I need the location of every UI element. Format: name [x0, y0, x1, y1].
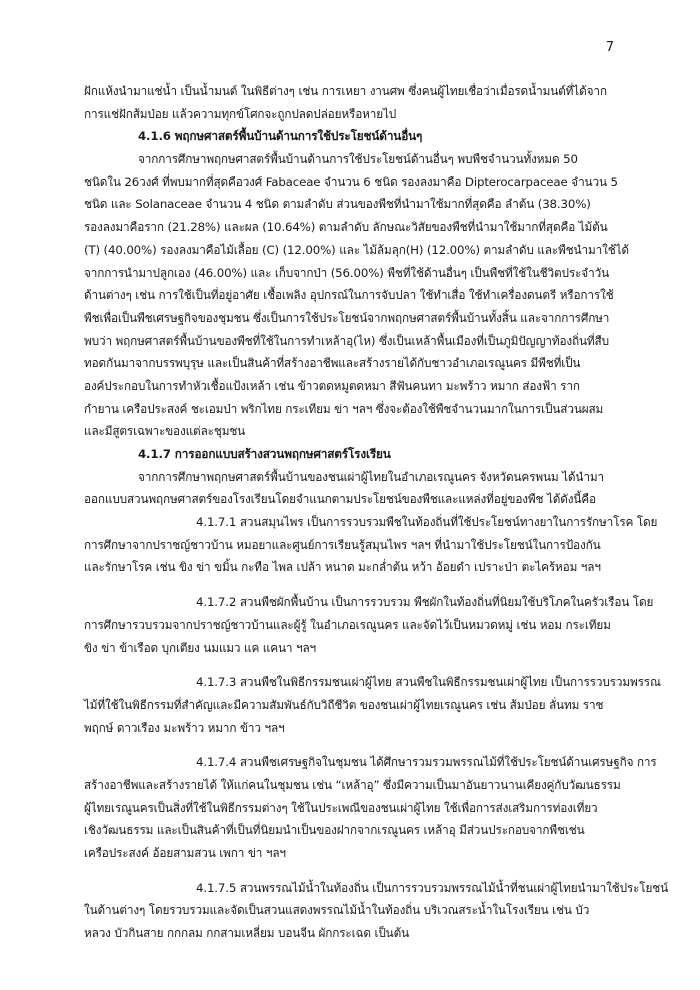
section-heading-4-1-7: 4.1.7 การออกแบบสร้างสวนพฤกษศาสตร์โรงเรียน: [138, 447, 391, 461]
section-4-1-6-paragraph: [84, 148, 628, 443]
item-4-1-7-4: [84, 751, 657, 864]
spacer: [84, 739, 628, 751]
item-4-1-7-2: [84, 591, 654, 659]
document-body: [84, 80, 669, 945]
intro-paragraph: [84, 80, 628, 125]
item-4-1-7-1: [84, 511, 658, 579]
page-number: 7: [605, 40, 614, 55]
paragraph-line: ด้านต่างๆ เช่น การใช้เป็นที่อยู่อาศัย เชื้อเพลิง อุปกรณ์ในการจับปลา ใช้ทำเสื่อ ใช้ทำเครื่องดนตรี หรือการใช้: [84, 288, 614, 303]
spacer: [84, 579, 628, 591]
item-line: การศึกษาจากปราชญ์ชาวบ้าน หมอยาและศูนย์การเรียนรู้สมุนไพร ฯลฯ ที่นำมาใช้ประโยชน์ในการป้องกัน: [84, 537, 601, 552]
item-4-1-7-3: [84, 671, 661, 739]
paragraph-line: ฝักแห้งนำมาแช่น้ำ เป็นน้ำมนต์ ในพิธีต่างๆ เช่น การเหยา งานศพ ซึ่งคนผู้ไทยเชื่อว่าเมื่อรดน้ำมนต์ที่ได้จาก: [84, 84, 607, 98]
spacer: [84, 865, 628, 877]
paragraph-line: พบว่า พฤกษศาสตร์พื้นบ้านของพืชที่ใช้ในการทำเหล้าอุ(ไห) ซึ่งเป็นเหล้าพื้นเมืองที่เป็นภูมิปัญญาท้องถิ่นที่สืบ: [84, 333, 609, 348]
paragraph-line: จากการนำมาปลูกเอง (46.00%) และ เก็บจากป่า (56.00%) พืชที่ใช้ด้านอื่นๆ เป็นพืชที่ใช้ในชีวิตประจำวัน: [84, 265, 609, 280]
paragraph-line: พืชเพื่อเป็นพืชเศรษฐกิจของชุมชน ซึ่งเป็นการใช้ประโยชน์จากพฤกษศาสตร์พื้นบ้านทั้งสิ้น และจากการศึกษา: [84, 310, 610, 325]
item-line: พฤกษ์ ดาวเรือง มะพร้าว หมาก ข้าว ฯลฯ: [84, 720, 285, 735]
section-4-1-7-intro: [84, 466, 628, 511]
item-line: 4.1.7.3 สวนพืชในพิธีกรรมชนเผ่าผู้ไทย สวนพืชในพิธีกรรมชนเผ่าผู้ไทย เป็นการรวบรวมพรรณ: [196, 675, 661, 690]
item-line: 4.1.7.2 สวนพืชผักพื้นบ้าน เป็นการรวบรวม พืชผักในท้องถิ่นที่นิยมใช้บริโภคในครัวเรือน โดย: [196, 595, 654, 610]
paragraph-line: จากการศึกษาพฤกษศาสตร์พื้นบ้านด้านการใช้ประโยชน์ด้านอื่นๆ พบพืชจำนวนทั้งหมด 50: [138, 152, 578, 167]
paragraph-line: กำยาน เครือประสงค์ ชะเอมป่า พริกไทย กระเทียม ข่า ฯลฯ ซึ่งจะต้องใช้พืชจำนวนมากในการเป็นส่วนผสม: [84, 401, 604, 416]
paragraph-line: ออกแบบสวนพฤกษศาสตร์ของโรงเรียนโดยจำแนกตามประโยชน์ของพืชและแหล่งที่อยู่ของพืช ได้ดังนี้คือ: [84, 492, 596, 507]
item-line: เครือประสงค์ อ้อยสามสวน เพกา ข่า ฯลฯ: [84, 846, 286, 860]
item-line: การศึกษารวบรวมจากปราชญ์ชาวบ้านและผู้รู้ ในอำเภอเรณูนคร และจัดไว้เป็นหมวดหมู่ เช่น หอม กระเทียม: [84, 617, 611, 632]
paragraph-line: ชนิด และ Solanaceae จำนวน 4 ชนิด ตามลำดับ ส่วนของพืชที่นำมาใช้มากที่สุดคือ ลำต้น (38.30%): [84, 197, 591, 212]
item-line: ในด้านต่างๆ โดยรวบรวมและจัดเป็นสวนแสดงพรรณไม้น้ำในท้องถิ่น บริเวณสระน้ำในโรงเรียน เช่น บัว: [84, 903, 590, 918]
item-line: 4.1.7.5 สวนพรรณไม้น้ำในท้องถิ่น เป็นการรวบรวมพรรณไม้น้ำที่ชนเผ่าผู้ไทยนำมาใช้ประโยชน์: [196, 880, 669, 895]
item-4-1-7-5: [84, 877, 669, 945]
paragraph-line: จากการศึกษาพฤกษศาสตร์พื้นบ้านของชนเผ่าผู้ไทยในอำเภอเรณูนคร จังหวัดนครพนม ได้นำมา: [138, 469, 605, 484]
item-line: เชิงวัฒนธรรม และเป็นสินค้าที่เป็นที่นิยมนำเป็นของฝากจากเรณูนคร เหล้าอุ มีส่วนประกอบจากพืชเช่น: [84, 823, 585, 838]
paragraph-line: รองลงมาคือราก (21.28%) และผล (10.64%) ตามลำดับ ลักษณะวิสัยของพืชที่นำมาใช้มากที่สุดคือ ไม้ต้น: [84, 220, 608, 235]
item-line: 4.1.7.1 สวนสมุนไพร เป็นการรวบรวมพืชในท้องถิ่นที่ใช้ประโยชน์ทางยาในการรักษาโรค โดย: [196, 515, 658, 530]
paragraph-line: การแช่ฝักส้มป่อย แล้วความทุกข์โศกจะถูกปลดปล่อยหรือหายไป: [84, 106, 397, 121]
item-line: และรักษาโรค เช่น ขิง ข่า ขมิ้น กะทือ ไพล เปล้า หนาด มะกล่ำต้น หว้า อ้อยดำ เปราะป่า ตะไคร้หอม ฯลฯ: [84, 560, 601, 575]
item-line: หลวง บัวกินสาย กกกลม กกสามเหลี่ยม บอนจีน ผักกระเฉด เป็นต้น: [84, 926, 410, 941]
item-line: สร้างอาชีพและสร้างรายได้ ให้แก่คนในชุมชน เช่น “เหล้าอุ” ซึ่งมีความเป็นมาอันยาวนานเคียงคู่กับวัฒนธรรม: [84, 777, 621, 792]
item-line: ผู้ไทยเรณูนครเป็นสิ่งที่ใช้ในพิธีกรรมต่างๆ ใช้ในประเพณีของชนเผ่าผู้ไทย ใช้เพื่อการส่งเสริมการท่องเที่ยว: [84, 800, 598, 815]
paragraph-line: และมีสูตรเฉพาะของแต่ละชุมชน: [84, 424, 246, 439]
paragraph-line: (T) (40.00%) รองลงมาคือไม้เลื้อย (C) (12.00%) และ ไม้ล้มลุก(H) (12.00%) ตามลำดับ และพืชนำมาใช้ได้: [84, 242, 629, 257]
paragraph-line: ชนิดใน 26วงศ์ ที่พบมากที่สุดคือวงศ์ Fabaceae จำนวน 6 ชนิด รองลงมาคือ Dipterocarpaceae จำนวน 5: [84, 174, 618, 189]
spacer: [84, 659, 628, 671]
section-heading-4-1-6: 4.1.6 พฤกษศาสตร์พื้นบ้านด้านการใช้ประโยชน์ด้านอื่นๆ: [138, 129, 423, 144]
paragraph-line: ทอดกันมาจากบรรพบุรุษ และเป็นสินค้าที่สร้างอาชีพและสร้างรายได้กับชาวอำเภอเรณูนคร มีพืชที่เป็น: [84, 356, 581, 371]
item-line: ไม้ที่ใช้ในพิธีกรรมที่สำคัญและมีความสัมพันธ์กับวิถีชีวิต ของชนเผ่าผู้ไทยเรณูนคร เช่น ส้มป่อย ลั่นทม ราช: [84, 697, 604, 712]
item-line: ขิง ข่า ข้าเรือด บุกเตียง นมแมว แค แคนา ฯลฯ: [84, 640, 317, 655]
paragraph-line: องค์ประกอบในการทำหัวเชื้อแป้งเหล้า เช่น ข้าวตดหมูตดหมา สีฟันคนทา มะพร้าว หมาก ส่องฟ้า ราก: [84, 378, 580, 393]
item-line: 4.1.7.4 สวนพืชเศรษฐกิจในชุมชน ได้ศึกษารวมรวมพรรณไม้ที่ใช้ประโยชน์ด้านเศรษฐกิจ การ: [196, 755, 657, 770]
